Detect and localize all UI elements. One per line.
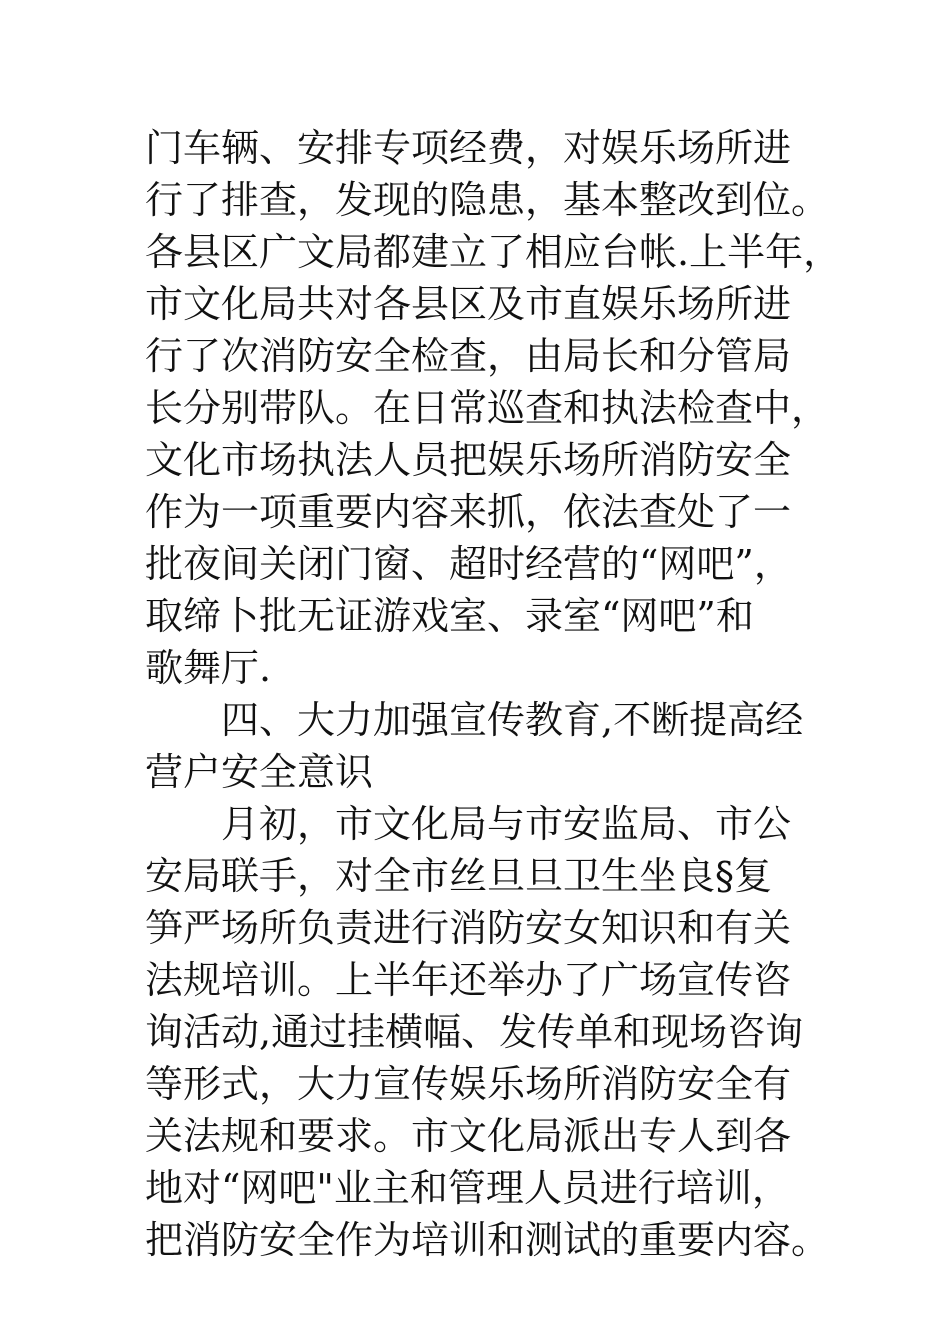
text-line: 笋严场所负责进行消防安女知识和有关 [145, 906, 792, 950]
text-line: 安局联手，对全市丝旦旦卫生坐良§复 [145, 854, 773, 898]
text-line: 行了排查，发现的隐患，基本整改到位。 [145, 178, 830, 222]
text-line: 各县区广文局都建立了相应台帐.上半年， [145, 230, 842, 274]
text-line: 文化市场执法人员把娱乐场所消防安全 [145, 438, 792, 482]
body-text [145, 122, 845, 1266]
text-line: 批夜间关闭门窗、超时经营的“网吧”， [145, 542, 792, 586]
section-heading-line: 四、大力加强宣传教育,不断提高经 [221, 698, 804, 742]
text-line: 行了次消防安全检查，由局长和分管局 [145, 334, 792, 378]
text-line: 等形式，大力宣传娱乐场所消防安全有 [145, 1062, 792, 1106]
text-line: 门车辆、安排专项经费，对娱乐场所进 [145, 126, 792, 170]
text-line: 法规培训。上半年还举办了广场宣传咨 [145, 958, 792, 1002]
text-line: 市文化局共对各县区及市直娱乐场所进 [145, 282, 792, 326]
text-line: 地对“网吧"业主和管理人员进行培训， [145, 1166, 790, 1210]
text-line: 长分别带队。在日常巡查和执法检查中， [145, 386, 830, 430]
text-line: 把消防安全作为培训和测试的重要内容。 [145, 1218, 830, 1262]
text-line: 月初，市文化局与市安监局、市公 [221, 802, 792, 846]
text-line: 作为一项重要内容来抓，依法查处了一 [145, 490, 792, 534]
text-line: 歌舞厅. [145, 646, 272, 690]
text-line: 询活动,通过挂横幅、发传单和现场咨询 [145, 1010, 804, 1054]
text-line: 关法规和要求。市文化局派出专人到各 [145, 1114, 792, 1158]
text-line: 取缔卜批无证游戏室、录室“网吧”和 [145, 594, 754, 638]
section-heading-line: 营户安全意识 [145, 750, 374, 794]
